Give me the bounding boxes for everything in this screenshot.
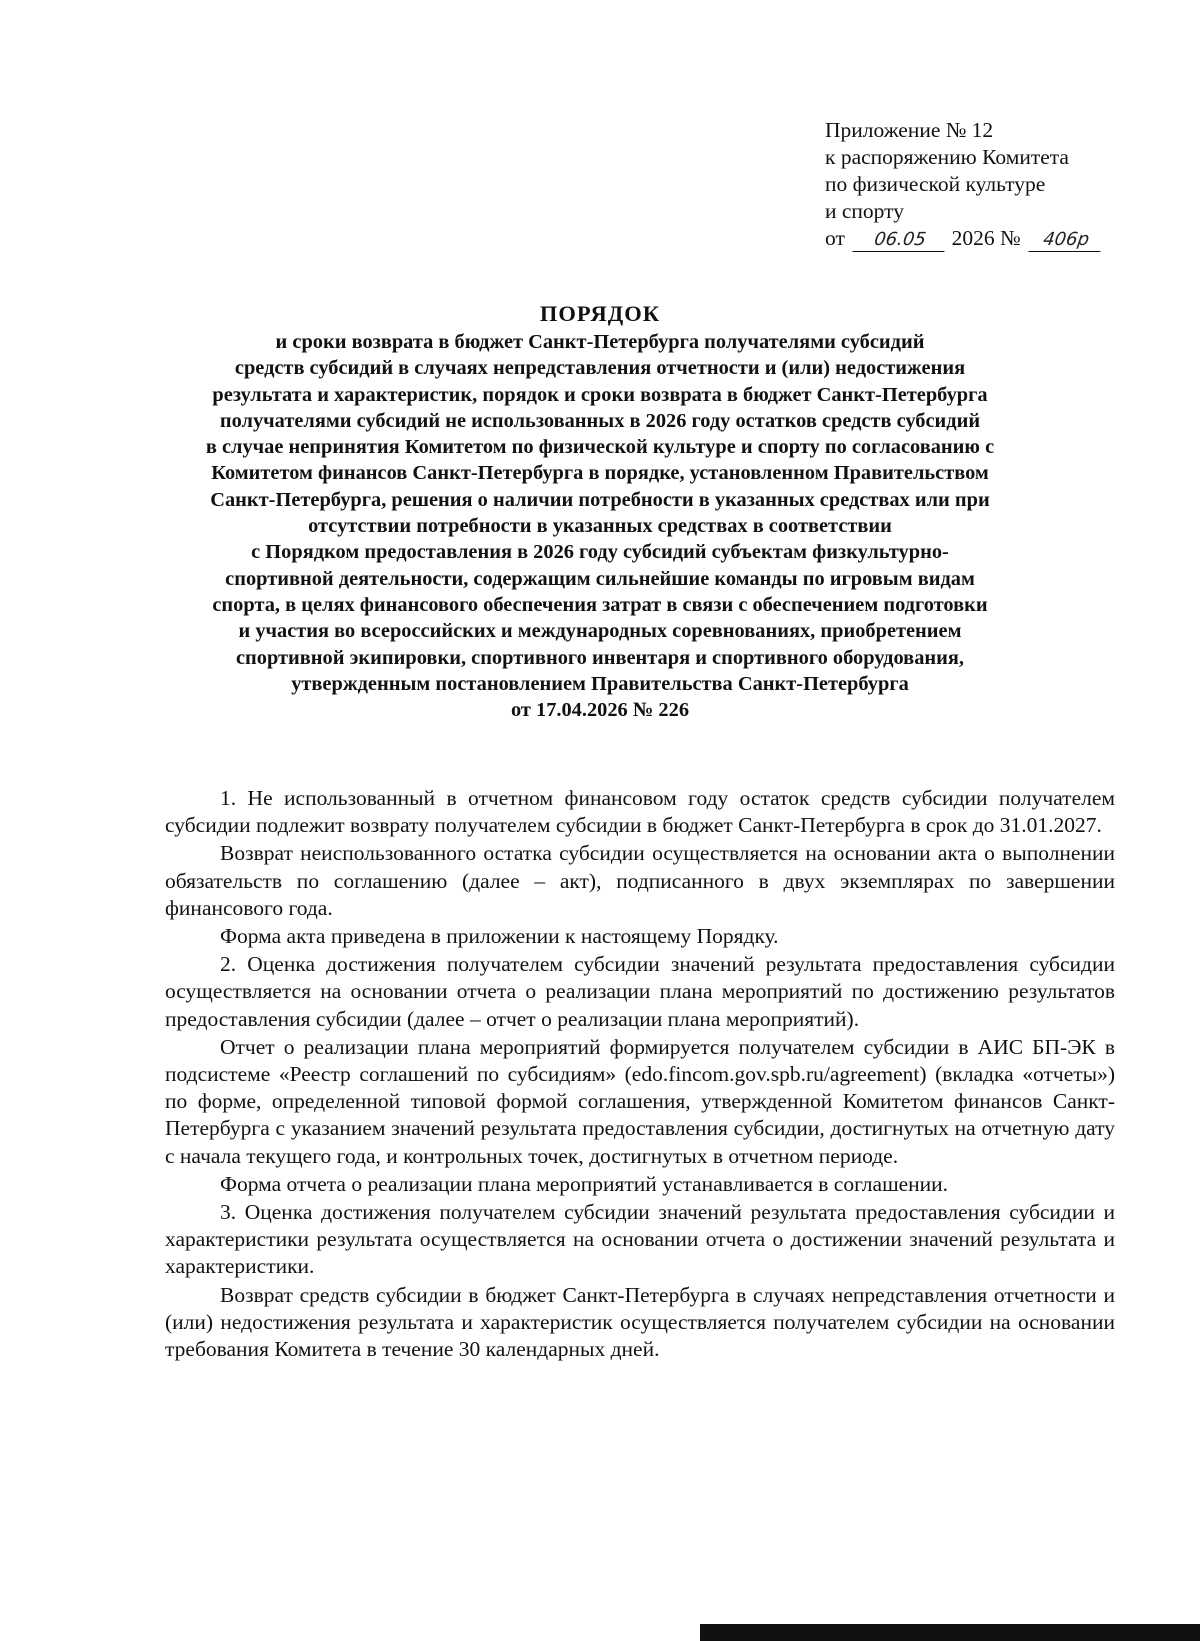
- attachment-ref-line: по физической культуре: [825, 172, 1046, 196]
- document-subtitle: [150, 329, 1050, 723]
- attachment-date-line: [825, 225, 1165, 252]
- attachment-ref-line: и спорту: [825, 199, 905, 223]
- paragraph-report-formation: Отчет о реализации плана мероприятий формируется получателем субсидии в АИС БП-ЭК в подсистеме «Реестр соглашений по субсидиям» (edo.fincom.gov.spb.ru/agreement) (вкладка «отчеты») по форме, определенной типовой формой соглашения, утвержденной Комитетом финансов Санкт-Петербурга с указанием значений результата предоставления субсидии, достигнутых на отчетную дату с начала текущего года, и контрольных точек, достигнутых в отчетном периоде.: [165, 1034, 1115, 1168]
- attachment-header: [825, 117, 1165, 252]
- subtitle-line: в случае непринятия Комитетом по физической культуре и спорту по согласованию с: [205, 436, 995, 459]
- year-text: 2026 №: [951, 226, 1021, 250]
- date-prefix: от: [825, 226, 845, 250]
- subtitle-line: спортивной деятельности, содержащим сильнейшие команды по игровым видам: [225, 567, 975, 590]
- handwritten-number: 406р: [1028, 229, 1103, 252]
- subtitle-line: получателями субсидий не использованных в 2026 году остатков средств субсидий: [219, 409, 981, 432]
- document-title: ПОРЯДОК: [539, 301, 661, 326]
- paragraph-report-form: Форма отчета о реализации плана мероприятий устанавливается в соглашении.: [220, 1171, 949, 1196]
- paragraph-return-act: Возврат неиспользованного остатка субсидии осуществляется на основании акта о выполнении обязательств по соглашению (далее – акт), подписанного в двух экземплярах по завершении финансового года.: [165, 841, 1115, 920]
- paragraph-return-terms: Возврат средств субсидии в бюджет Санкт-Петербурга в случаях непредставления отчетности и (или) недостижения результата и характеристик осуществляется получателем субсидии на основании требования Комитета в течение 30 календарных дней.: [165, 1282, 1115, 1362]
- paragraph-2: 2. Оценка достижения получателем субсидии значений результата предоставления субсидии осуществляется на основании отчета о реализации плана мероприятий по достижению результатов предоставления субсидии (далее – отчет о реализации плана мероприятий).: [165, 952, 1115, 1031]
- paragraph-3: 3. Оценка достижения получателем субсидии значений результата предоставления субсидии и характеристики результата осуществляется на основании отчета о достижении значений результата и характеристики.: [165, 1200, 1115, 1279]
- subtitle-line: спорта, в целях финансового обеспечения затрат в связи с обеспечением подготовки: [212, 593, 988, 616]
- attachment-number: Приложение № 12: [825, 118, 994, 142]
- title-block: [150, 300, 1050, 723]
- subtitle-line: результата и характеристик, порядок и сроки возврата в бюджет Санкт-Петербурга: [212, 383, 988, 406]
- subtitle-line: с Порядком предоставления в 2026 году субсидий субъектам физкультурно-: [251, 541, 949, 564]
- paragraph-1: 1. Не использованный в отчетном финансовом году остаток средств субсидии получателем субсидии подлежит возврату получателем субсидии в бюджет Санкт-Петербурга в срок до 31.01.2027.: [165, 786, 1115, 838]
- subtitle-line: Санкт-Петербурга, решения о наличии потребности в указанных средствах или при: [210, 488, 990, 511]
- attachment-ref-line: к распоряжению Комитета: [825, 145, 1069, 169]
- scan-edge-bar: [700, 1624, 1200, 1641]
- subtitle-line: средств субсидий в случаях непредставления отчетности и (или) недостижения: [234, 357, 966, 380]
- paragraph-act-form: Форма акта приведена в приложении к настоящему Порядку.: [220, 924, 779, 949]
- document-body: [165, 785, 1115, 1364]
- subtitle-line: от 17.04.2026 № 226: [510, 699, 690, 722]
- handwritten-date: 06.05: [853, 229, 948, 252]
- subtitle-line: спортивной экипировки, спортивного инвентаря и спортивного оборудования,: [235, 646, 965, 669]
- subtitle-line: утвержденным постановлением Правительства Санкт-Петербурга: [291, 672, 909, 695]
- subtitle-line: Комитетом финансов Санкт-Петербурга в порядке, установленном Правительством: [211, 462, 989, 485]
- subtitle-line: отсутствии потребности в указанных средствах в соответствии: [308, 515, 892, 538]
- subtitle-line: и участия во всероссийских и международных соревнованиях, приобретением: [238, 620, 962, 643]
- subtitle-line: и сроки возврата в бюджет Санкт-Петербурга получателями субсидий: [275, 331, 925, 353]
